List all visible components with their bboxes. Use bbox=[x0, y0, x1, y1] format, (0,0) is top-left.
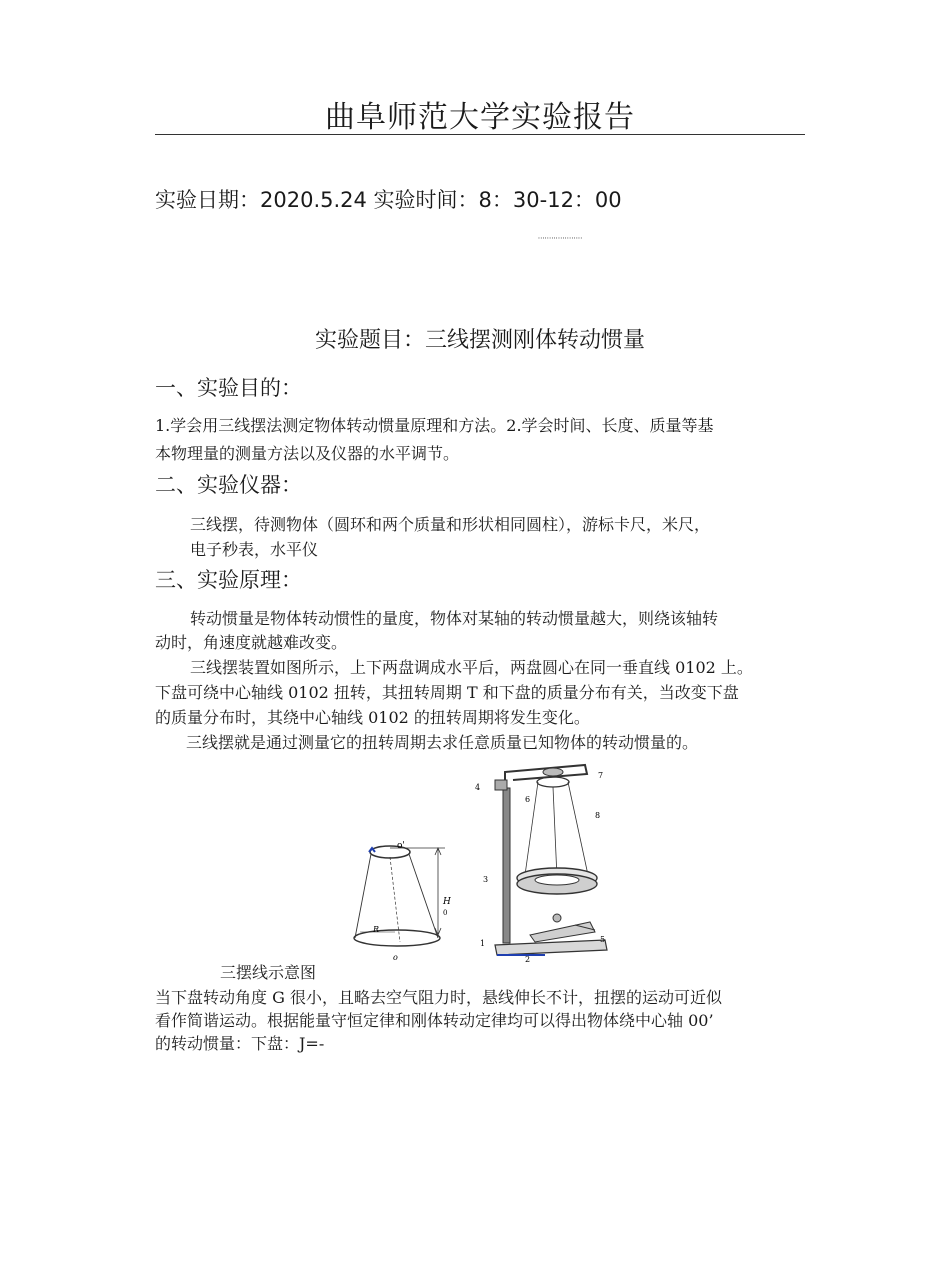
purpose-line-1: 1.学会用三线摆法测定物体转动惯量原理和方法。2.学会时间、长度、质量等基 bbox=[155, 416, 714, 435]
principle-p3-line-1: 三线摆就是通过测量它的扭转周期去求任意质量已知物体的转动惯量的。 bbox=[186, 733, 699, 752]
experiment-subject: 实验题目：三线摆测刚体转动惯量 bbox=[314, 328, 645, 353]
apparatus-drawing bbox=[495, 765, 607, 955]
label-2: 2 bbox=[525, 955, 531, 964]
purpose-line-2: 本物理量的测量方法以及仪器的水平调节。 bbox=[155, 444, 460, 463]
apparatus-line-1: 三线摆，待测物体（圆环和两个质量和形状相同圆柱），游标卡尺，米尺， bbox=[190, 515, 711, 534]
simple-schematic bbox=[354, 846, 448, 946]
principle-p1-line-1: 转动惯量是物体转动惯性的量度，物体对某轴的转动惯量越大，则绕该轴转 bbox=[190, 609, 719, 628]
section-apparatus-heading: 二、实验仪器： bbox=[155, 473, 302, 497]
section-principle-heading: 三、实验原理： bbox=[155, 568, 302, 592]
experiment-date-time: 实验日期：2020.5.24 实验时间：8：30-12：00 bbox=[155, 188, 622, 212]
label-8: 8 bbox=[595, 811, 601, 820]
label-h-sub: 0 bbox=[443, 909, 448, 917]
label-o-prime: o' bbox=[397, 841, 405, 851]
principle-p4-line-1: 当下盘转动角度 G 很小，且略去空气阻力时，悬线伸长不计，扭摆的运动可近似 bbox=[155, 988, 722, 1007]
title-underline bbox=[155, 134, 805, 135]
label-o: o bbox=[393, 953, 398, 962]
label-4: 4 bbox=[475, 783, 481, 792]
principle-p4-line-3: 的转动惯量：下盘：J=- bbox=[155, 1034, 325, 1053]
section-purpose-heading: 一、实验目的： bbox=[155, 376, 302, 400]
principle-p2-line-3: 的质量分布时，其绕中心轴线 0102 的扭转周期将发生变化。 bbox=[155, 708, 590, 727]
principle-p1-line-2: 动时，角速度就越难改变。 bbox=[155, 633, 348, 652]
report-title: 曲阜师范大学实验报告 bbox=[325, 100, 635, 135]
trifilar-pendulum-figure bbox=[345, 760, 615, 965]
label-r: R bbox=[373, 925, 380, 934]
label-6: 6 bbox=[525, 795, 531, 804]
label-3: 3 bbox=[483, 875, 489, 884]
apparatus-line-2: 电子秒表，水平仪 bbox=[190, 540, 319, 559]
label-7: 7 bbox=[598, 771, 604, 780]
principle-p4-line-2: 看作简谐运动。根据能量守恒定律和刚体转动定律均可以得出物体绕中心轴 00’ bbox=[155, 1011, 714, 1030]
label-h: H bbox=[443, 897, 451, 907]
label-1: 1 bbox=[480, 939, 486, 948]
figure-caption: 三摆线示意图 bbox=[220, 963, 317, 982]
label-5: 5 bbox=[600, 935, 606, 944]
faint-mark: '''''''''''''''''''' bbox=[538, 236, 583, 244]
principle-p2-line-1: 三线摆装置如图所示，上下两盘调成水平后，两盘圆心在同一垂直线 0102 上。 bbox=[190, 658, 753, 677]
principle-p2-line-2: 下盘可绕中心轴线 0102 扭转，其扭转周期 T 和下盘的质量分布有关，当改变下盘 bbox=[155, 683, 739, 702]
